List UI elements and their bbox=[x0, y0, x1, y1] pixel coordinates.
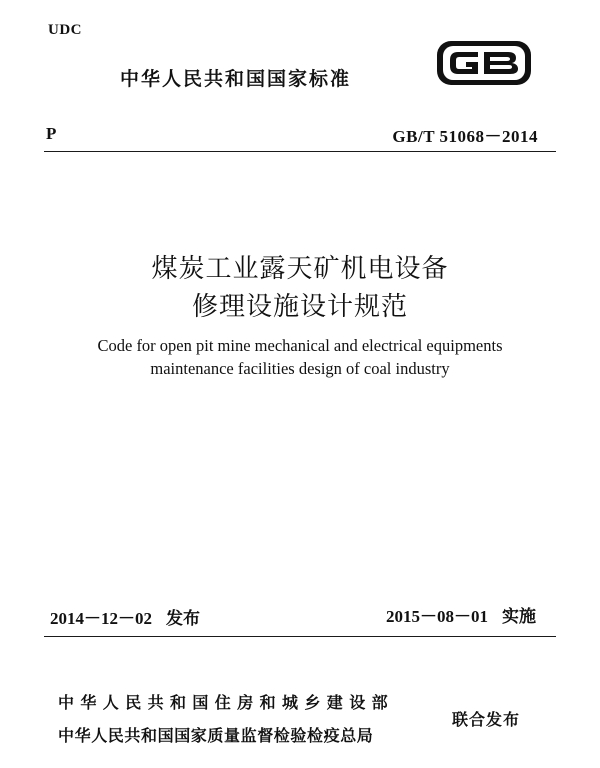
implement-date: 2015－08－01 bbox=[386, 607, 488, 626]
issue-date-block bbox=[50, 604, 200, 629]
udc-label: UDC bbox=[48, 22, 82, 38]
category-code: P bbox=[46, 124, 57, 143]
title-cn-line1: 煤炭工业露天矿机电设备 bbox=[151, 254, 449, 284]
standard-number: GB/T 51068－2014 bbox=[392, 127, 538, 146]
issue-date: 2014－12－02 bbox=[50, 609, 152, 628]
title-en-line2: maintenance facilities design of coal industry bbox=[150, 359, 450, 378]
national-standard-label: 中华人民共和国国家标准 bbox=[120, 68, 352, 90]
issue-label: 发布 bbox=[166, 609, 200, 629]
bottom-divider bbox=[44, 636, 556, 637]
implement-label: 实施 bbox=[502, 607, 536, 627]
title-cn-line2: 修理设施设计规范 bbox=[191, 292, 408, 322]
issuer-line1: 中华人民共和国住房和城乡建设部 bbox=[58, 693, 395, 712]
issuer-line2: 中华人民共和国国家质量监督检验检疫总局 bbox=[58, 726, 374, 745]
title-en-line1: Code for open pit mine mechanical and electrical equipments bbox=[97, 336, 503, 355]
joint-issue-label: 联合发布 bbox=[452, 710, 521, 729]
implement-date-block bbox=[386, 602, 536, 627]
gb-logo-icon bbox=[434, 38, 534, 88]
top-divider bbox=[44, 151, 556, 152]
